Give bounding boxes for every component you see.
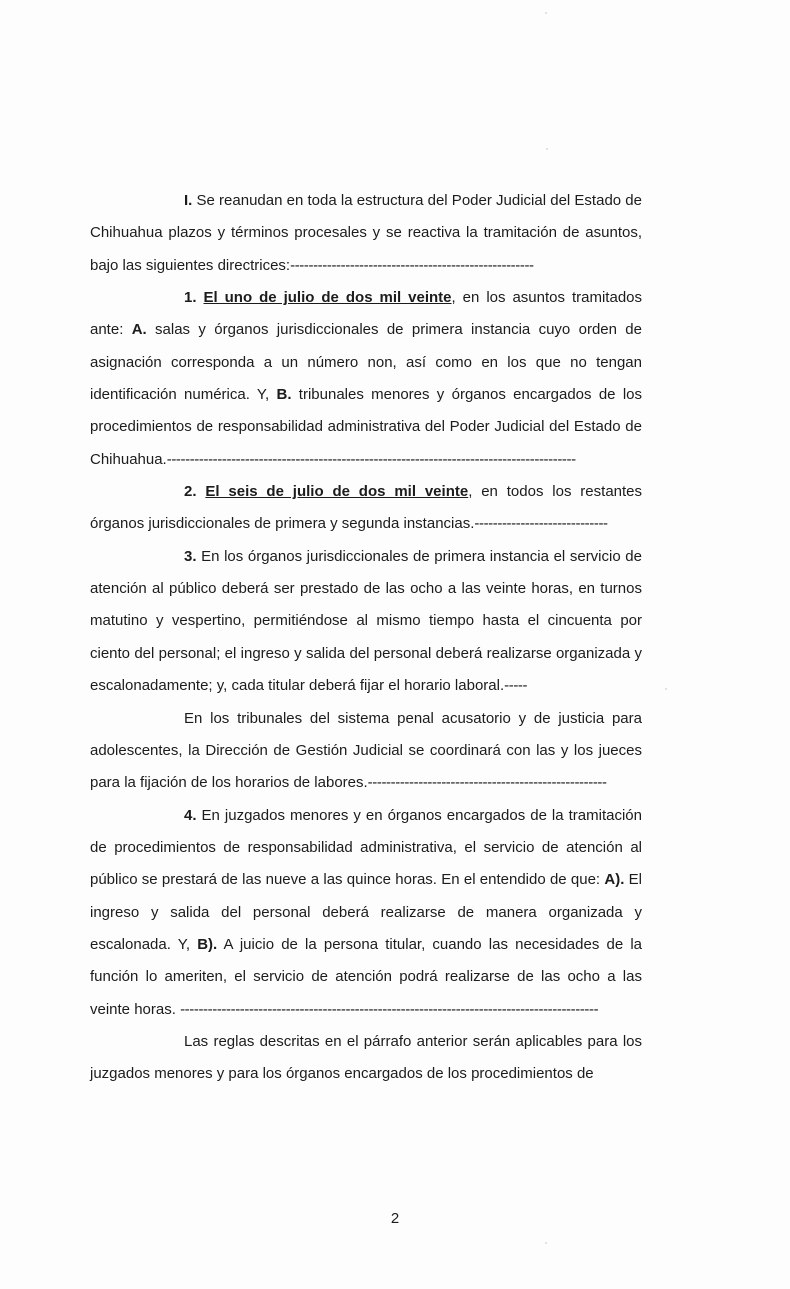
paragraph-rule-1	[90, 282, 642, 476]
dash-filler: -----	[504, 677, 528, 695]
bold-label: B.	[276, 386, 292, 404]
bold-label: 1.	[184, 289, 197, 307]
paragraph-text: A juicio de la persona titular, cuando las necesidades de la función lo ameriten, el servicio de atención podrá realizarse de las ocho a las veinte horas.	[90, 935, 643, 1018]
paragraph-text: Las reglas descritas en el párrafo anterior serán aplicables para los juzgados menores y para los órganos encargados de los procedimientos de	[90, 1032, 642, 1083]
bold-label: 2.	[184, 483, 197, 501]
paragraph-text: En juzgados menores y en órganos encargados de la tramitación de procedimientos de responsabilidad administrativa, el servicio de atención al público se prestará de las nueve a las quince horas. En el entendido de que:	[90, 806, 642, 889]
dash-filler: -----------------------------	[474, 515, 608, 533]
paragraph-text: salas y órganos jurisdiccionales de primera instancia cuyo orden de asignación corresponda a un número non, así como en los que no tengan identificación numérica. Y,	[90, 321, 642, 404]
bold-label: B).	[197, 935, 218, 953]
scan-speck	[546, 148, 548, 150]
dash-filler: -------------------------------------------------------------------------------------------	[180, 1000, 599, 1018]
paragraph-text: , en los asuntos tramitados ante:	[90, 289, 642, 339]
scan-speck	[545, 12, 547, 14]
paragraph-rule-4	[90, 800, 642, 1026]
paragraph-text: En los tribunales del sistema penal acusatorio y de justicia para adolescentes, la Dirección de Gestión Judicial se coordinará con las y los jueces para la fijación de los horarios de labores.	[90, 709, 642, 792]
paragraph-text: En los órganos jurisdiccionales de primera instancia el servicio de atención al público deberá ser prestado de las ocho a las veinte horas, en turnos matutino y vespertino, permitiéndose al mismo tiempo hasta el cincuenta por ciento del personal; el ingreso y salida del personal deberá realizarse organizada y escalonadamente; y, cada titular deberá fijar el horario laboral.	[90, 547, 642, 695]
bold-label: A.	[131, 321, 147, 339]
paragraph-rule-2	[90, 476, 642, 541]
paragraph-rules-applicability	[90, 1026, 642, 1091]
page-number: 2	[390, 1210, 400, 1227]
scan-speck	[665, 688, 667, 690]
paragraph-text: tribunales menores y órganos encargados de los procedimientos de responsabilidad administrativa del Poder Judicial del Estado de Chihuahua.	[90, 386, 642, 468]
bold-label: I.	[184, 192, 193, 209]
paragraph-rule-3	[90, 541, 642, 703]
scan-speck	[545, 1242, 547, 1244]
bold-label: 4.	[184, 806, 197, 824]
underlined-date: El seis de julio de dos mil veinte	[205, 483, 469, 501]
dash-filler: ----------------------------------------------------	[367, 774, 607, 792]
paragraph-text: , en todos los restantes órganos jurisdiccionales de primera y segunda instancias.	[90, 483, 643, 533]
bold-label: 3.	[184, 547, 197, 565]
paragraph-text: Se reanudan en toda la estructura del Poder Judicial del Estado de Chihuahua plazos y términos procesales y se reactiva la tramitación de asuntos, bajo las siguientes directrices:	[90, 192, 642, 274]
bold-label: A).	[604, 871, 625, 889]
paragraph-directives-intro	[90, 185, 642, 282]
underlined-date: El uno de julio de dos mil veinte	[203, 289, 452, 307]
paragraph-text: El ingreso y salida del personal deberá realizarse de manera organizada y escalonada. Y,	[90, 871, 642, 953]
dash-filler: -----------------------------------------------------------------------------------------	[166, 450, 576, 468]
document-body	[90, 185, 642, 1091]
paragraph-text	[197, 289, 204, 306]
paragraph-penal-tribunals	[90, 703, 642, 800]
dash-filler: -----------------------------------------------------	[290, 256, 534, 274]
